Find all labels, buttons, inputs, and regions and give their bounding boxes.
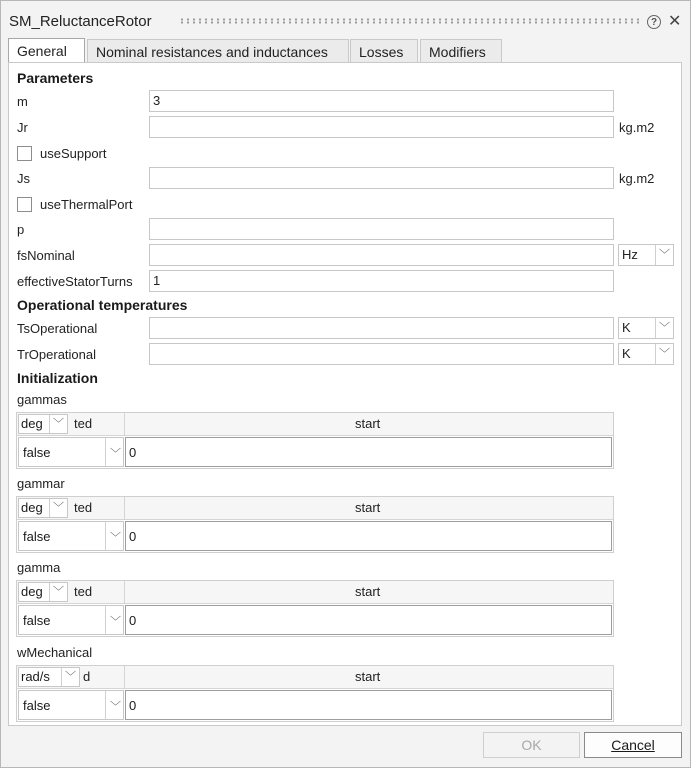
gamma-fixed-select[interactable] [18, 605, 124, 635]
wmechanical-start-header: start [355, 669, 381, 684]
tr-operational-unit-select[interactable] [618, 343, 674, 365]
drag-handle[interactable] [179, 18, 639, 24]
table-row [17, 436, 613, 468]
ts-operational-unit-value: K [622, 320, 631, 335]
m-label: m [17, 94, 28, 109]
tr-operational-label: TrOperational [17, 347, 96, 362]
gammar-fixed-value: false [23, 529, 51, 544]
fsnominal-unit-select[interactable] [618, 244, 674, 266]
ts-operational-label: TsOperational [17, 321, 98, 336]
table-row [17, 520, 613, 552]
fsnominal-label: fsNominal [17, 248, 75, 263]
js-unit: kg.m2 [619, 171, 655, 186]
use-support-checkbox[interactable] [17, 146, 32, 161]
js-input[interactable] [149, 167, 614, 189]
close-icon[interactable]: ✕ [668, 13, 682, 30]
gammas-start-input[interactable] [125, 437, 612, 467]
table-row [17, 689, 613, 721]
gamma-unit-value: deg [21, 584, 43, 599]
fsnominal-unit-value: Hz [622, 247, 638, 262]
chevron-down-icon: ﹀ [53, 502, 64, 514]
use-thermal-port-label: useThermalPort [40, 197, 133, 212]
gammar-start-value: 0 [129, 529, 137, 544]
gammar-label: gammar [17, 476, 65, 491]
tab-general[interactable]: General [8, 38, 85, 64]
gammar-fixed-header: ted [74, 500, 93, 515]
jr-label: Jr [17, 120, 28, 135]
gamma-start-header: start [355, 584, 381, 599]
gammas-start-value: 0 [129, 445, 137, 460]
ok-button[interactable]: OK [483, 732, 580, 758]
chevron-down-icon: ﹀ [110, 701, 121, 713]
gammas-fixed-header: ted [74, 416, 93, 431]
gamma-label: gamma [17, 560, 61, 575]
chevron-down-icon: ﹀ [110, 532, 121, 544]
section-initialization: Initialization [17, 370, 98, 386]
table-row [17, 604, 613, 636]
tr-operational-input[interactable] [149, 343, 614, 365]
wmechanical-unit-select[interactable] [18, 667, 80, 687]
ts-operational-unit-select[interactable] [618, 317, 674, 339]
effective-stator-turns-label: effectiveStatorTurns [17, 274, 133, 289]
title-bar[interactable] [1, 1, 690, 41]
window-title: SM_ReluctanceRotor [9, 13, 152, 30]
wmechanical-unit-value: rad/s [21, 669, 50, 684]
cancel-button[interactable] [584, 732, 682, 758]
wmechanical-start-value: 0 [129, 698, 137, 713]
gamma-unit-select[interactable] [18, 582, 68, 602]
jr-unit: kg.m2 [619, 120, 655, 135]
wmechanical-fixed-value: false [23, 698, 51, 713]
chevron-down-icon: ﹀ [659, 348, 670, 360]
gammar-unit-select[interactable] [18, 498, 68, 518]
jr-input[interactable] [149, 116, 614, 138]
chevron-down-icon: ﹀ [110, 448, 121, 460]
gammas-fixed-value: false [23, 445, 51, 460]
wmechanical-grid [16, 665, 614, 722]
gammas-unit-select[interactable] [18, 414, 68, 434]
gammas-unit-value: deg [21, 416, 43, 431]
wmechanical-fixed-select[interactable] [18, 690, 124, 720]
help-icon[interactable]: ? [647, 15, 661, 29]
gammas-label: gammas [17, 392, 67, 407]
chevron-down-icon: ﹀ [659, 322, 670, 334]
gamma-fixed-header: ted [74, 584, 93, 599]
fsnominal-input[interactable] [149, 244, 614, 266]
gammar-start-header: start [355, 500, 381, 515]
wmechanical-label: wMechanical [17, 645, 93, 660]
effective-stator-turns-input[interactable]: 1 [149, 270, 614, 292]
chevron-down-icon: ﹀ [65, 671, 76, 683]
wmechanical-fixed-header: d [83, 669, 91, 684]
section-operational-temperatures: Operational temperatures [17, 297, 188, 313]
ts-operational-input[interactable] [149, 317, 614, 339]
gamma-grid [16, 580, 614, 637]
gammas-grid [16, 412, 614, 469]
p-label: p [17, 222, 25, 237]
gamma-start-input[interactable] [125, 605, 612, 635]
use-thermal-port-checkbox[interactable] [17, 197, 32, 212]
gammar-grid [16, 496, 614, 553]
chevron-down-icon: ﹀ [110, 616, 121, 628]
gamma-start-value: 0 [129, 613, 137, 628]
gammas-fixed-select[interactable] [18, 437, 124, 467]
chevron-down-icon: ﹀ [53, 418, 64, 430]
chevron-down-icon: ﹀ [659, 249, 670, 261]
tab-nominal-resistances[interactable]: Nominal resistances and inductances [87, 39, 349, 63]
use-support-label: useSupport [40, 146, 107, 161]
section-parameters: Parameters [17, 70, 94, 86]
tr-operational-unit-value: K [622, 346, 631, 361]
chevron-down-icon: ﹀ [53, 586, 64, 598]
gammar-fixed-select[interactable] [18, 521, 124, 551]
m-input[interactable]: 3 [149, 90, 614, 112]
js-label: Js [17, 171, 30, 186]
gammas-start-header: start [355, 416, 381, 431]
tab-losses[interactable]: Losses [350, 39, 418, 63]
tab-modifiers[interactable]: Modifiers [420, 39, 502, 63]
wmechanical-start-input[interactable] [125, 690, 612, 720]
cancel-button-label: Cancel [611, 737, 655, 753]
p-input[interactable] [149, 218, 614, 240]
gammar-start-input[interactable] [125, 521, 612, 551]
gamma-fixed-value: false [23, 613, 51, 628]
gammar-unit-value: deg [21, 500, 43, 515]
